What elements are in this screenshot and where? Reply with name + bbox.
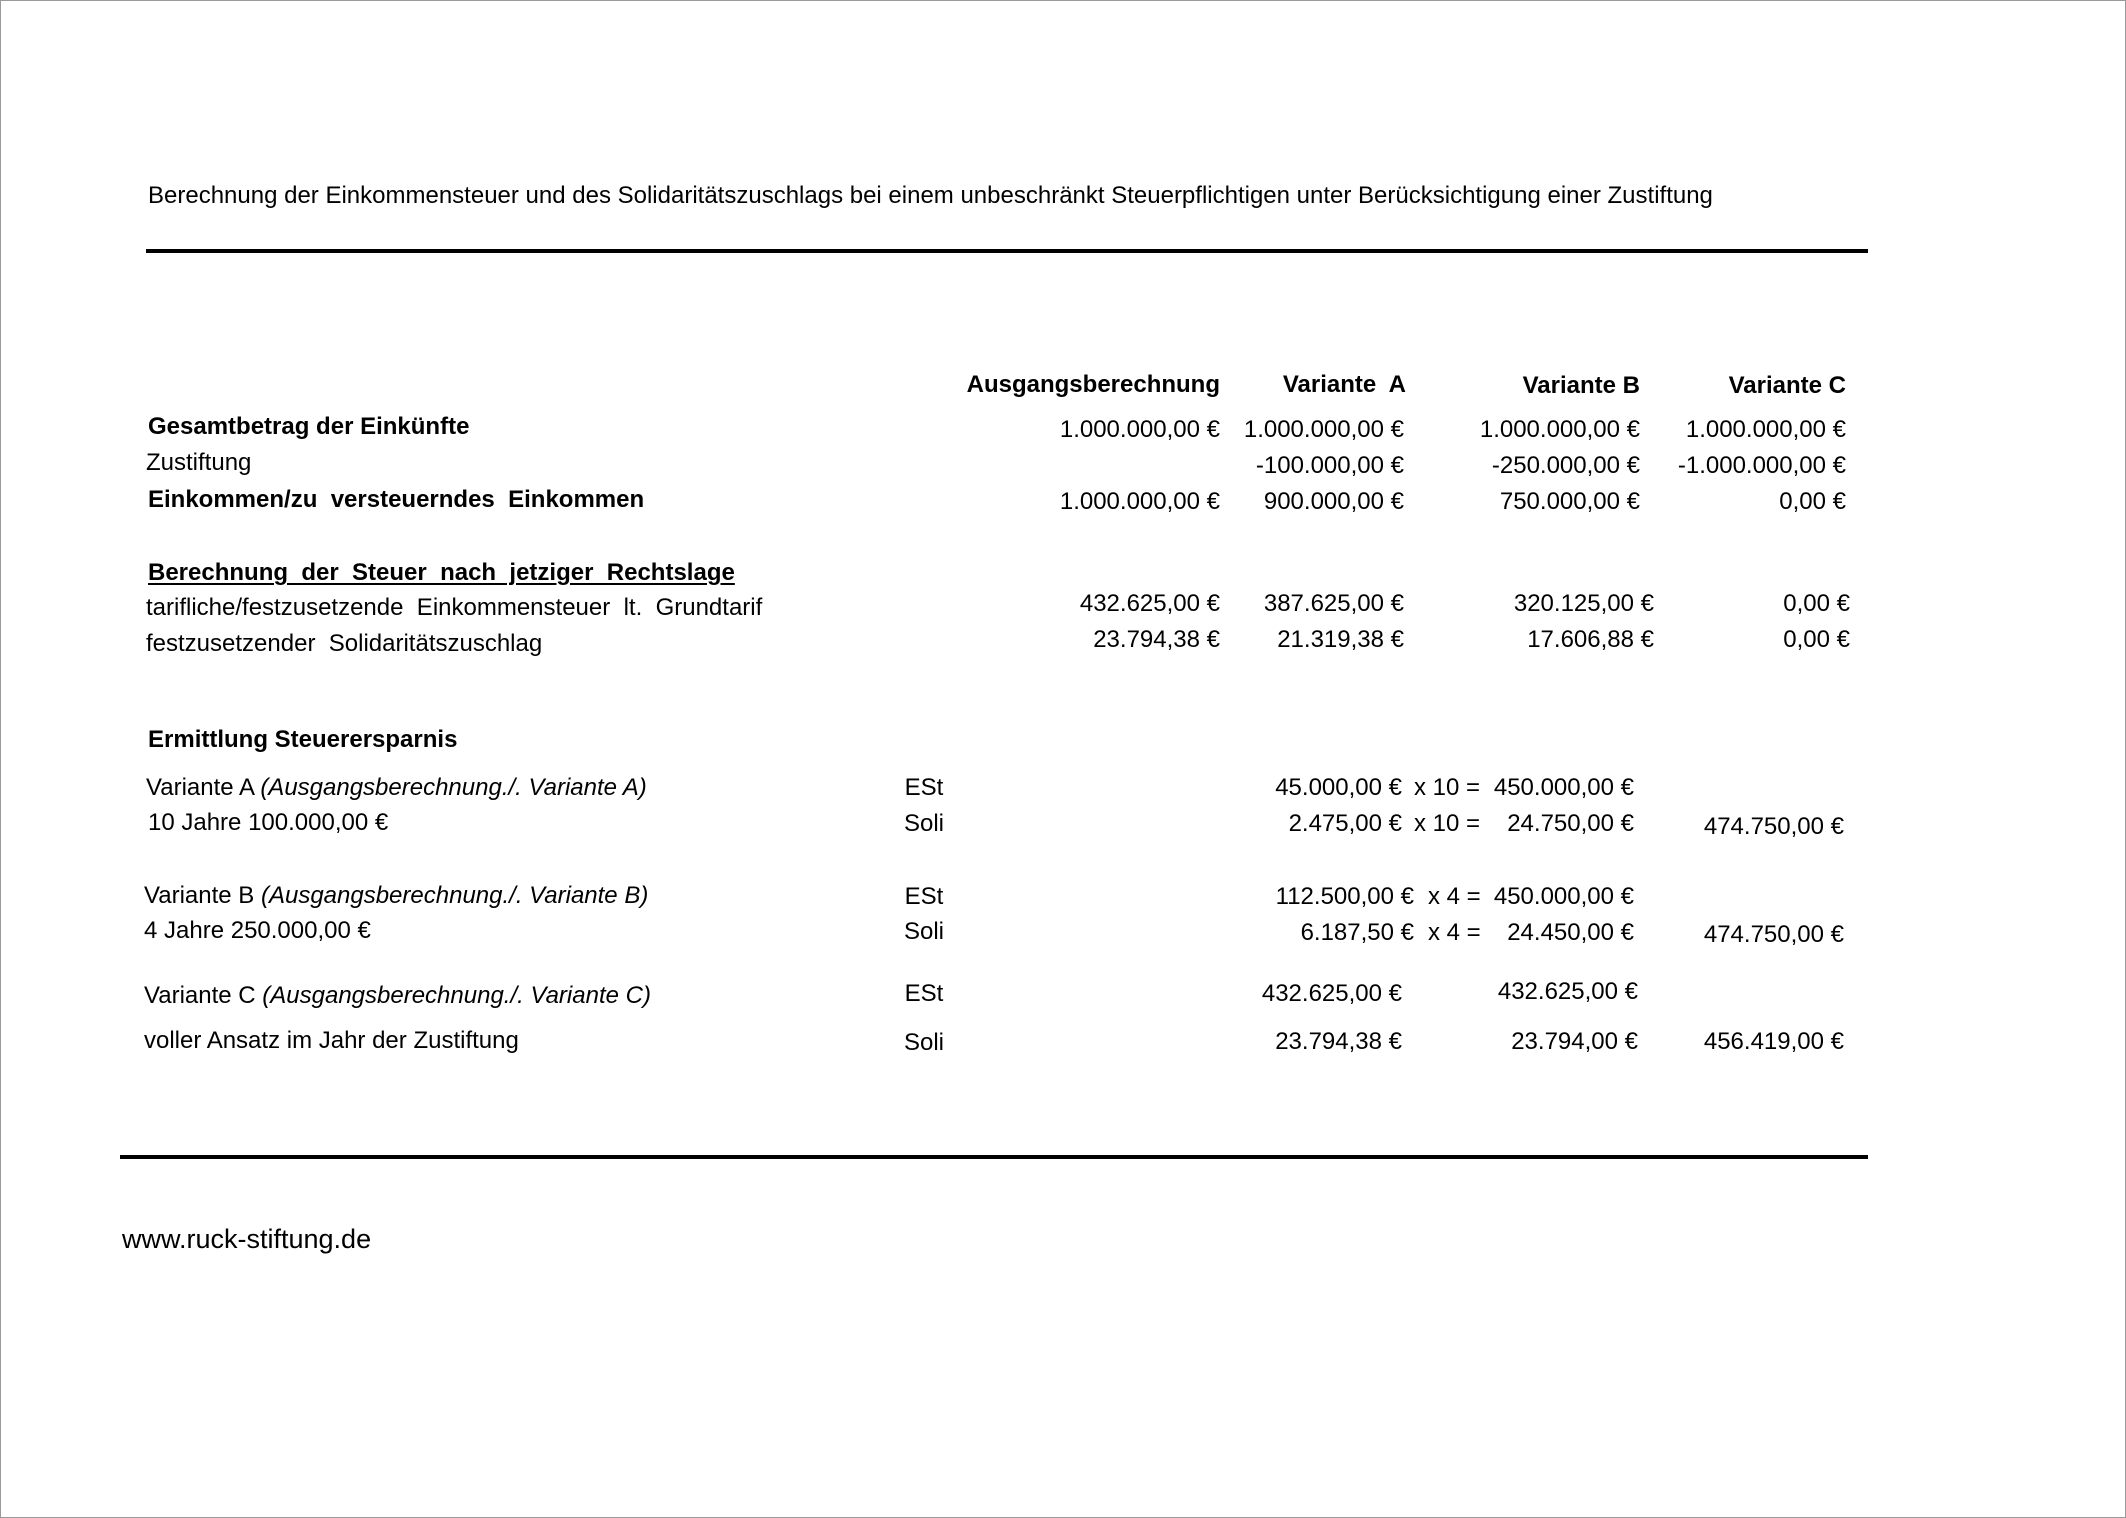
savings-variante-b-est-type: ESt — [904, 883, 944, 910]
savings-variante-c-soli-type: Soli — [903, 1029, 945, 1056]
einkommen-ausgangsberechnung: 1.000.000,00 € — [1059, 488, 1220, 515]
column-header-ausgangsberechnung: Ausgangsberechnung — [966, 371, 1220, 398]
gesamtbetrag-variante-c: 1.000.000,00 € — [1685, 416, 1846, 443]
savings-variante-c-est-type: ESt — [904, 980, 944, 1007]
bottom-rule — [120, 1155, 1868, 1159]
row-label-einkommensteuer: tarifliche/festzusetzende Einkommensteuer lt. Grundtarif — [146, 594, 763, 621]
savings-variante-c-est-amount: 432.625,00 € — [1261, 980, 1402, 1007]
savings-variante-a-note: (Ausgangsberechnung./. Variante A) — [260, 774, 647, 801]
savings-variante-a-sum: 474.750,00 € — [1703, 813, 1844, 840]
row-label-einkommen: Einkommen/zu versteuerndes Einkommen — [148, 486, 645, 513]
soli-variante-b: 17.606,88 € — [1527, 626, 1654, 653]
savings-variante-b-soli-mult: x 4 = — [1428, 919, 1481, 946]
row-label-gesamtbetrag: Gesamtbetrag der Einkünfte — [148, 413, 470, 440]
column-header-variante-c: Variante C — [1728, 372, 1846, 399]
column-header-variante-a: Variante A — [1282, 371, 1406, 398]
top-rule — [146, 249, 1868, 253]
savings-variante-a-desc: 10 Jahre 100.000,00 € — [148, 809, 389, 836]
savings-variante-c-est-total: 432.625,00 € — [1497, 978, 1638, 1005]
savings-variante-b-est-amount: 112.500,00 € — [1275, 883, 1414, 910]
zustiftung-variante-a: -100.000,00 € — [1255, 452, 1404, 479]
savings-variante-c-note: (Ausgangsberechnung./. Variante C) — [262, 982, 651, 1009]
savings-variante-b-soli-total: 24.450,00 € — [1507, 919, 1634, 946]
savings-variante-a-soli-type: Soli — [903, 810, 945, 837]
footer-url: www.ruck-stiftung.de — [122, 1224, 372, 1254]
gesamtbetrag-variante-a: 1.000.000,00 € — [1243, 416, 1404, 443]
zustiftung-variante-b: -250.000,00 € — [1491, 452, 1640, 479]
einkommensteuer-variante-c: 0,00 € — [1783, 590, 1850, 617]
savings-variante-b-soli-amount: 6.187,50 € — [1300, 919, 1414, 946]
savings-variante-b-note: (Ausgangsberechnung./. Variante B) — [260, 882, 649, 909]
savings-variante-b-est-total: 450.000,00 € — [1493, 883, 1634, 910]
savings-variante-c-desc: voller Ansatz im Jahr der Zustiftung — [144, 1027, 519, 1054]
savings-variante-a-est-amount: 45.000,00 € — [1275, 774, 1402, 801]
document-title: Berechnung der Einkommensteuer und des Solidaritätszuschlags bei einem unbeschränkt Steuerpflichtigen unter Berücksichtigung einer Zustiftung — [148, 182, 1713, 209]
savings-heading: Ermittlung Steuerersparnis — [148, 726, 458, 753]
einkommensteuer-variante-a: 387.625,00 € — [1263, 590, 1404, 617]
savings-variante-c-soli-amount: 23.794,38 € — [1275, 1028, 1402, 1055]
column-header-variante-b: Variante B — [1522, 372, 1640, 399]
savings-variante-a-title — [146, 776, 647, 800]
soli-variante-a: 21.319,38 € — [1277, 626, 1404, 653]
savings-variante-b-sum: 474.750,00 € — [1703, 921, 1844, 948]
savings-variante-a-est-total: 450.000,00 € — [1493, 774, 1634, 801]
savings-variante-a-est-type: ESt — [904, 774, 944, 801]
savings-variante-c-sum: 456.419,00 € — [1703, 1028, 1844, 1055]
savings-variante-b-title — [144, 884, 648, 908]
einkommen-variante-b: 750.000,00 € — [1499, 488, 1640, 515]
gesamtbetrag-variante-b: 1.000.000,00 € — [1479, 416, 1640, 443]
savings-variante-b-name: Variante B — [144, 882, 255, 909]
soli-ausgangsberechnung: 23.794,38 € — [1093, 626, 1220, 653]
soli-variante-c: 0,00 € — [1783, 626, 1850, 653]
savings-variante-a-est-mult: x 10 = — [1414, 774, 1481, 801]
savings-variante-c-title — [144, 984, 651, 1008]
zustiftung-variante-c: -1.000.000,00 € — [1677, 452, 1846, 479]
row-label-solidaritaetszuschlag: festzusetzender Solidaritätszuschlag — [146, 630, 543, 657]
savings-variante-a-name: Variante A — [146, 774, 254, 801]
savings-variante-b-desc: 4 Jahre 250.000,00 € — [144, 917, 371, 944]
row-label-zustiftung: Zustiftung — [146, 449, 252, 476]
savings-variante-a-soli-total: 24.750,00 € — [1507, 810, 1634, 837]
savings-variante-b-est-mult: x 4 = — [1428, 883, 1481, 910]
gesamtbetrag-ausgangsberechnung: 1.000.000,00 € — [1059, 416, 1220, 443]
einkommensteuer-ausgangsberechnung: 432.625,00 € — [1079, 590, 1220, 617]
savings-variante-c-name: Variante C — [144, 982, 256, 1009]
savings-variante-c-soli-total: 23.794,00 € — [1511, 1028, 1638, 1055]
savings-variante-a-soli-amount: 2.475,00 € — [1288, 810, 1402, 837]
savings-variante-a-soli-mult: x 10 = — [1414, 810, 1481, 837]
einkommen-variante-a: 900.000,00 € — [1263, 488, 1404, 515]
tax-section-heading: Berechnung der Steuer nach jetziger Rechtslage — [148, 559, 735, 586]
einkommen-variante-c: 0,00 € — [1779, 488, 1846, 515]
einkommensteuer-variante-b: 320.125,00 € — [1513, 590, 1654, 617]
savings-variante-b-soli-type: Soli — [903, 918, 945, 945]
